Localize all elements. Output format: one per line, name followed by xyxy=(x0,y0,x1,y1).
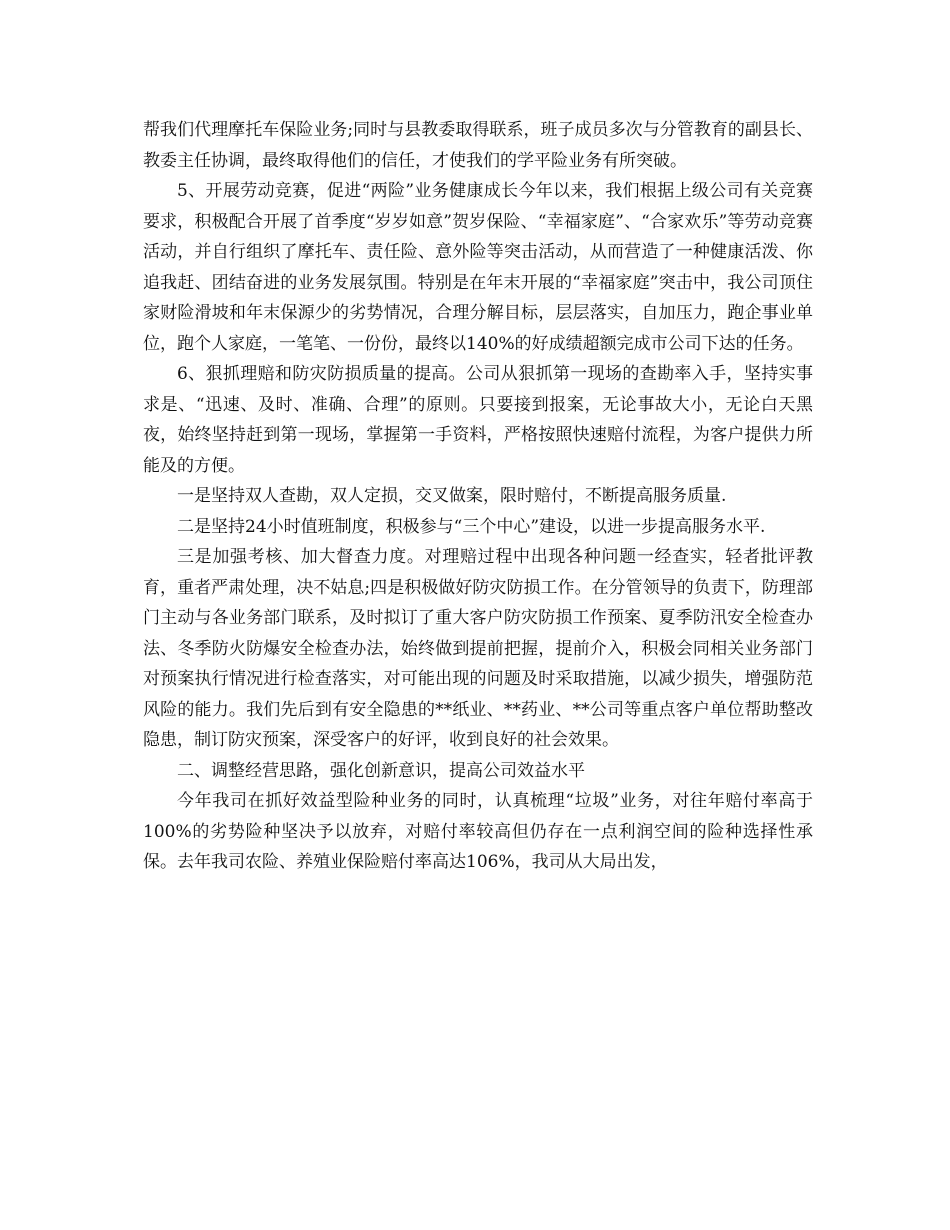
body-text xyxy=(143,115,813,878)
section-heading-two: 二、调整经营思路，强化创新意识，提高公司效益水平 xyxy=(177,760,585,781)
paragraph-business-review: 今年我司在抓好效益型险种业务的同时，认真梳理“垃圾”业务，对往年赔付率高于100%的劣势险种坚决予以放弃，对赔付率较高但仍存在一点利润空间的险种选择性承保。去年我司农险、养殖业保险赔付率高达106%，我司从大局出发， xyxy=(143,791,813,872)
paragraph-labor-competition: 5、开展劳动竞赛，促进“两险”业务健康成长今年以来，我们根据上级公司有关竞赛要求，积极配合开展了首季度“岁岁如意”贺岁保险、“幸福家庭”、“合家欢乐”等劳动竞赛活动，并自行组织了摩托车、责任险、意外险等突击活动，从而营造了一种健康活泼、你追我赶、团结奋进的业务发展氛围。特别是在年末开展的“幸福家庭”突击中，我公司顶住家财险滑坡和年末保源少的劣势情况，合理分解目标，层层落实，自加压力，跑企事业单位，跑个人家庭，一笔笔、一份份，最终以140%的好成绩超额完成市公司下达的任务。 xyxy=(143,181,813,354)
paragraph-point-two: 二是坚持24小时值班制度，积极参与“三个中心”建设，以进一步提高服务水平. xyxy=(177,516,766,537)
paragraph-continuation: 帮我们代理摩托车保险业务;同时与县教委取得联系，班子成员多次与分管教育的副县长、教委主任协调，最终取得他们的信任，才使我们的学平险业务有所突破。 xyxy=(143,120,813,171)
paragraph-claims-quality: 6、狠抓理赔和防灾防损质量的提高。公司从狠抓第一现场的查勘率入手，坚持实事求是、“迅速、及时、准确、合理”的原则。只要接到报案，无论事故大小，无论白天黑夜，始终坚持赶到第一现场，掌握第一手资料，严格按照快速赔付流程，为客户提供力所能及的方便。 xyxy=(143,364,813,476)
paragraph-point-one: 一是坚持双人查勘，双人定损，交叉做案，限时赔付，不断提高服务质量. xyxy=(177,486,727,506)
paragraph-point-three-four: 三是加强考核、加大督查力度。对理赔过程中出现各种问题一经查实，轻者批评教育，重者严肃处理，决不姑息;四是积极做好防灾防损工作。在分管领导的负责下，防理部门主动与各业务部门联系，及时拟订了重大客户防灾防损工作预案、夏季防汛安全检查办法、冬季防火防爆安全检查办法，始终做到提前把握，提前介入，积极会同相关业务部门对预案执行情况进行检查落实，对可能出现的问题及时采取措施，以减少损失，增强防范风险的能力。我们先后到有安全隐患的**纸业、**药业、**公司等重点客户单位帮助整改隐患，制订防灾预案，深受客户的好评，收到良好的社会效果。 xyxy=(143,547,813,750)
